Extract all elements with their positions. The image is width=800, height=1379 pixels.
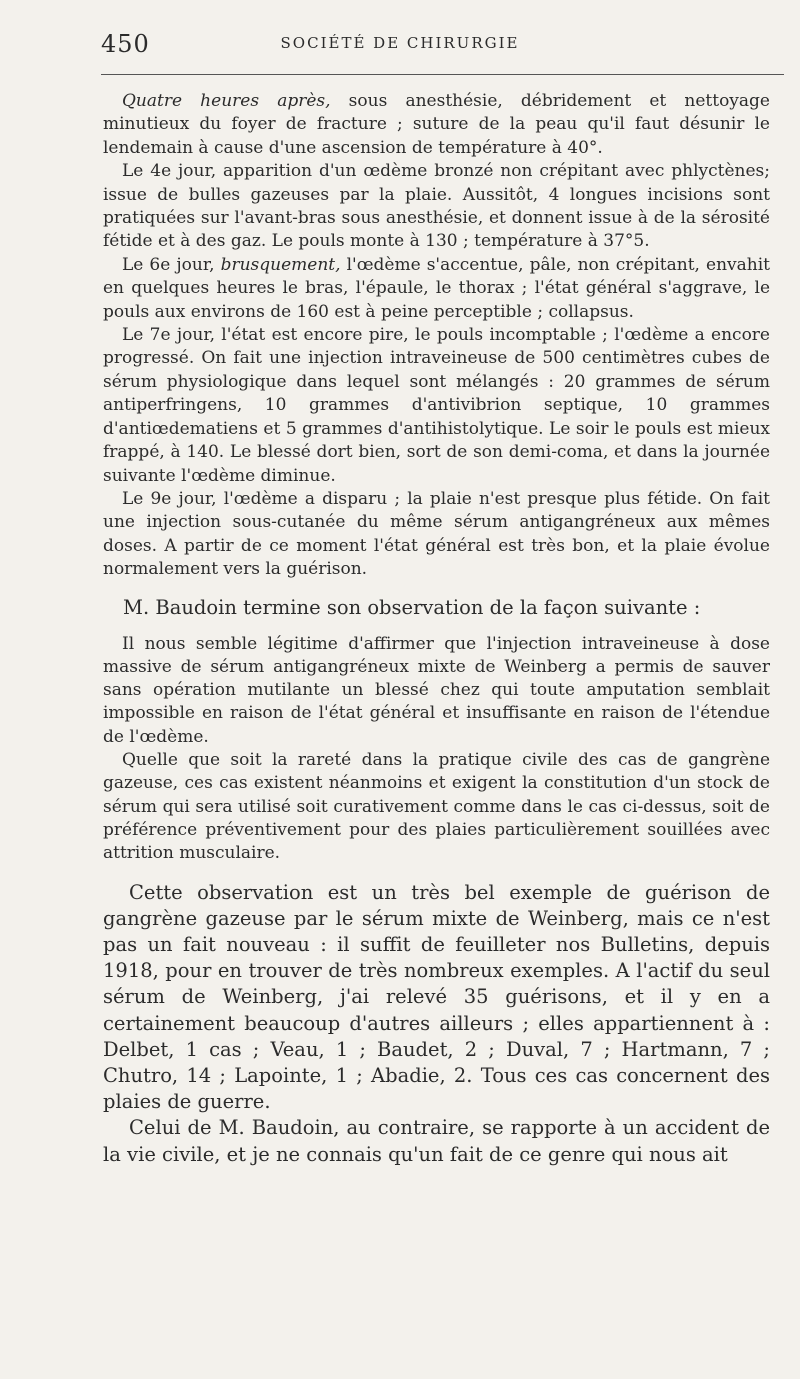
- case-report: [103, 90, 770, 582]
- quote-paragraph-1: Il nous semble légitime d'affirmer que l'injection intraveineuse à dose massive de sérum antigangréneux mixte de Weinberg a permis de sauver sans opération mutilante un blessé chez qui toute amputation semblait impossible en raison de l'état général et insuffisante en raison de l'étendue de l'œdème.: [103, 633, 770, 747]
- case-p1-text: sous anesthésie, débridement et nettoyage minutieux du foyer de fracture ; suture de la peau qu'il faut désunir le lendemain à cause d'une ascension de température à 40°.: [103, 91, 770, 158]
- page-number: 450: [101, 30, 150, 58]
- case-paragraph-5: Le 9e jour, l'œdème a disparu ; la plaie n'est presque plus fétide. On fait une injection sous-cutanée du même sérum antigangréneux aux mêmes doses. A partir de ce moment l'état général est très bon, et la plaie évolue normalement vers la guérison.: [103, 488, 770, 580]
- case-p3-text: l'œdème s'accentue, pâle, non crépitant, envahit en quelques heures le bras, l'épaule, le thorax ; l'état général s'aggrave, le pouls aux environs de 160 est à peine perceptible ; collapsus.: [103, 254, 770, 322]
- case-p3-italic: brusquement,: [220, 254, 341, 275]
- page-body: [103, 90, 770, 1168]
- running-title: SOCIÉTÉ DE CHIRURGIE: [280, 34, 520, 52]
- page-header: [0, 30, 800, 70]
- case-p3-start: Le 6e jour,: [122, 254, 221, 275]
- commentary: [103, 880, 770, 1168]
- transition-line: M. Baudoin termine son observation de la façon suivante :: [123, 595, 701, 619]
- commentary-paragraph-1: Cette observation est un très bel exemple de guérison de gangrène gazeuse par le sérum mixte de Weinberg, mais ce n'est pas un fait nouveau : il suffit de feuilleter nos Bulletins, depuis 1918, pour en trouver de très nombreux exemples. A l'actif du seul sérum de Weinberg, j'ai relevé 35 guérisons, et il y en a certainement beaucoup d'autres ailleurs ; elles appartiennent à : Delbet, 1 cas ; Veau, 1 ; Baudet, 2 ; Duval, 7 ; Hartmann, 7 ; Chutro, 14 ; Lapointe, 1 ; Abadie, 2. Tous ces cas concernent des plaies de guerre.: [103, 880, 770, 1114]
- header-rule: [101, 74, 784, 75]
- quote-paragraph-2: Quelle que soit la rareté dans la pratique civile des cas de gangrène gazeuse, ces cas existent néanmoins et exigent la constitution d'un stock de sérum qui sera utilisé soit curativement comme dans le cas ci-dessus, soit de préférence préventivement pour des plaies particulièrement souillées avec attrition musculaire.: [103, 750, 770, 864]
- quoted-conclusion: [103, 633, 770, 866]
- commentary-paragraph-2: Celui de M. Baudoin, au contraire, se rapporte à un accident de la vie civile, et je ne connais qu'un fait de ce genre qui nous ait: [103, 1116, 770, 1166]
- case-p1-italic: Quatre heures après,: [122, 91, 331, 111]
- case-paragraph-3: [103, 254, 770, 324]
- case-paragraph-2: Le 4e jour, apparition d'un œdème bronzé non crépitant avec phlyctènes; issue de bulles gazeuses par la plaie. Aussitôt, 4 longues incisions sont pratiquées sur l'avant-bras sous anesthésie, et donnent issue à de la sérosité fétide et à des gaz. Le pouls monte à 130 ; température à 37°5.: [103, 161, 770, 252]
- case-paragraph-4: Le 7e jour, l'état est encore pire, le pouls incomptable ; l'œdème a encore progressé. On fait une injection intraveineuse de 500 centimètres cubes de sérum physiologique dans lequel sont mélangés : 20 grammes de sérum antiperfringens, 10 grammes d'antivibrion septique, 10 grammes d'antiœdematiens et 5 grammes d'antihistolytique. Le soir le pouls est mieux frappé, à 140. Le blessé dort bien, sort de son demi-coma, et dans la journée suivante l'œdème diminue.: [103, 325, 770, 486]
- case-paragraph-1: [103, 90, 770, 160]
